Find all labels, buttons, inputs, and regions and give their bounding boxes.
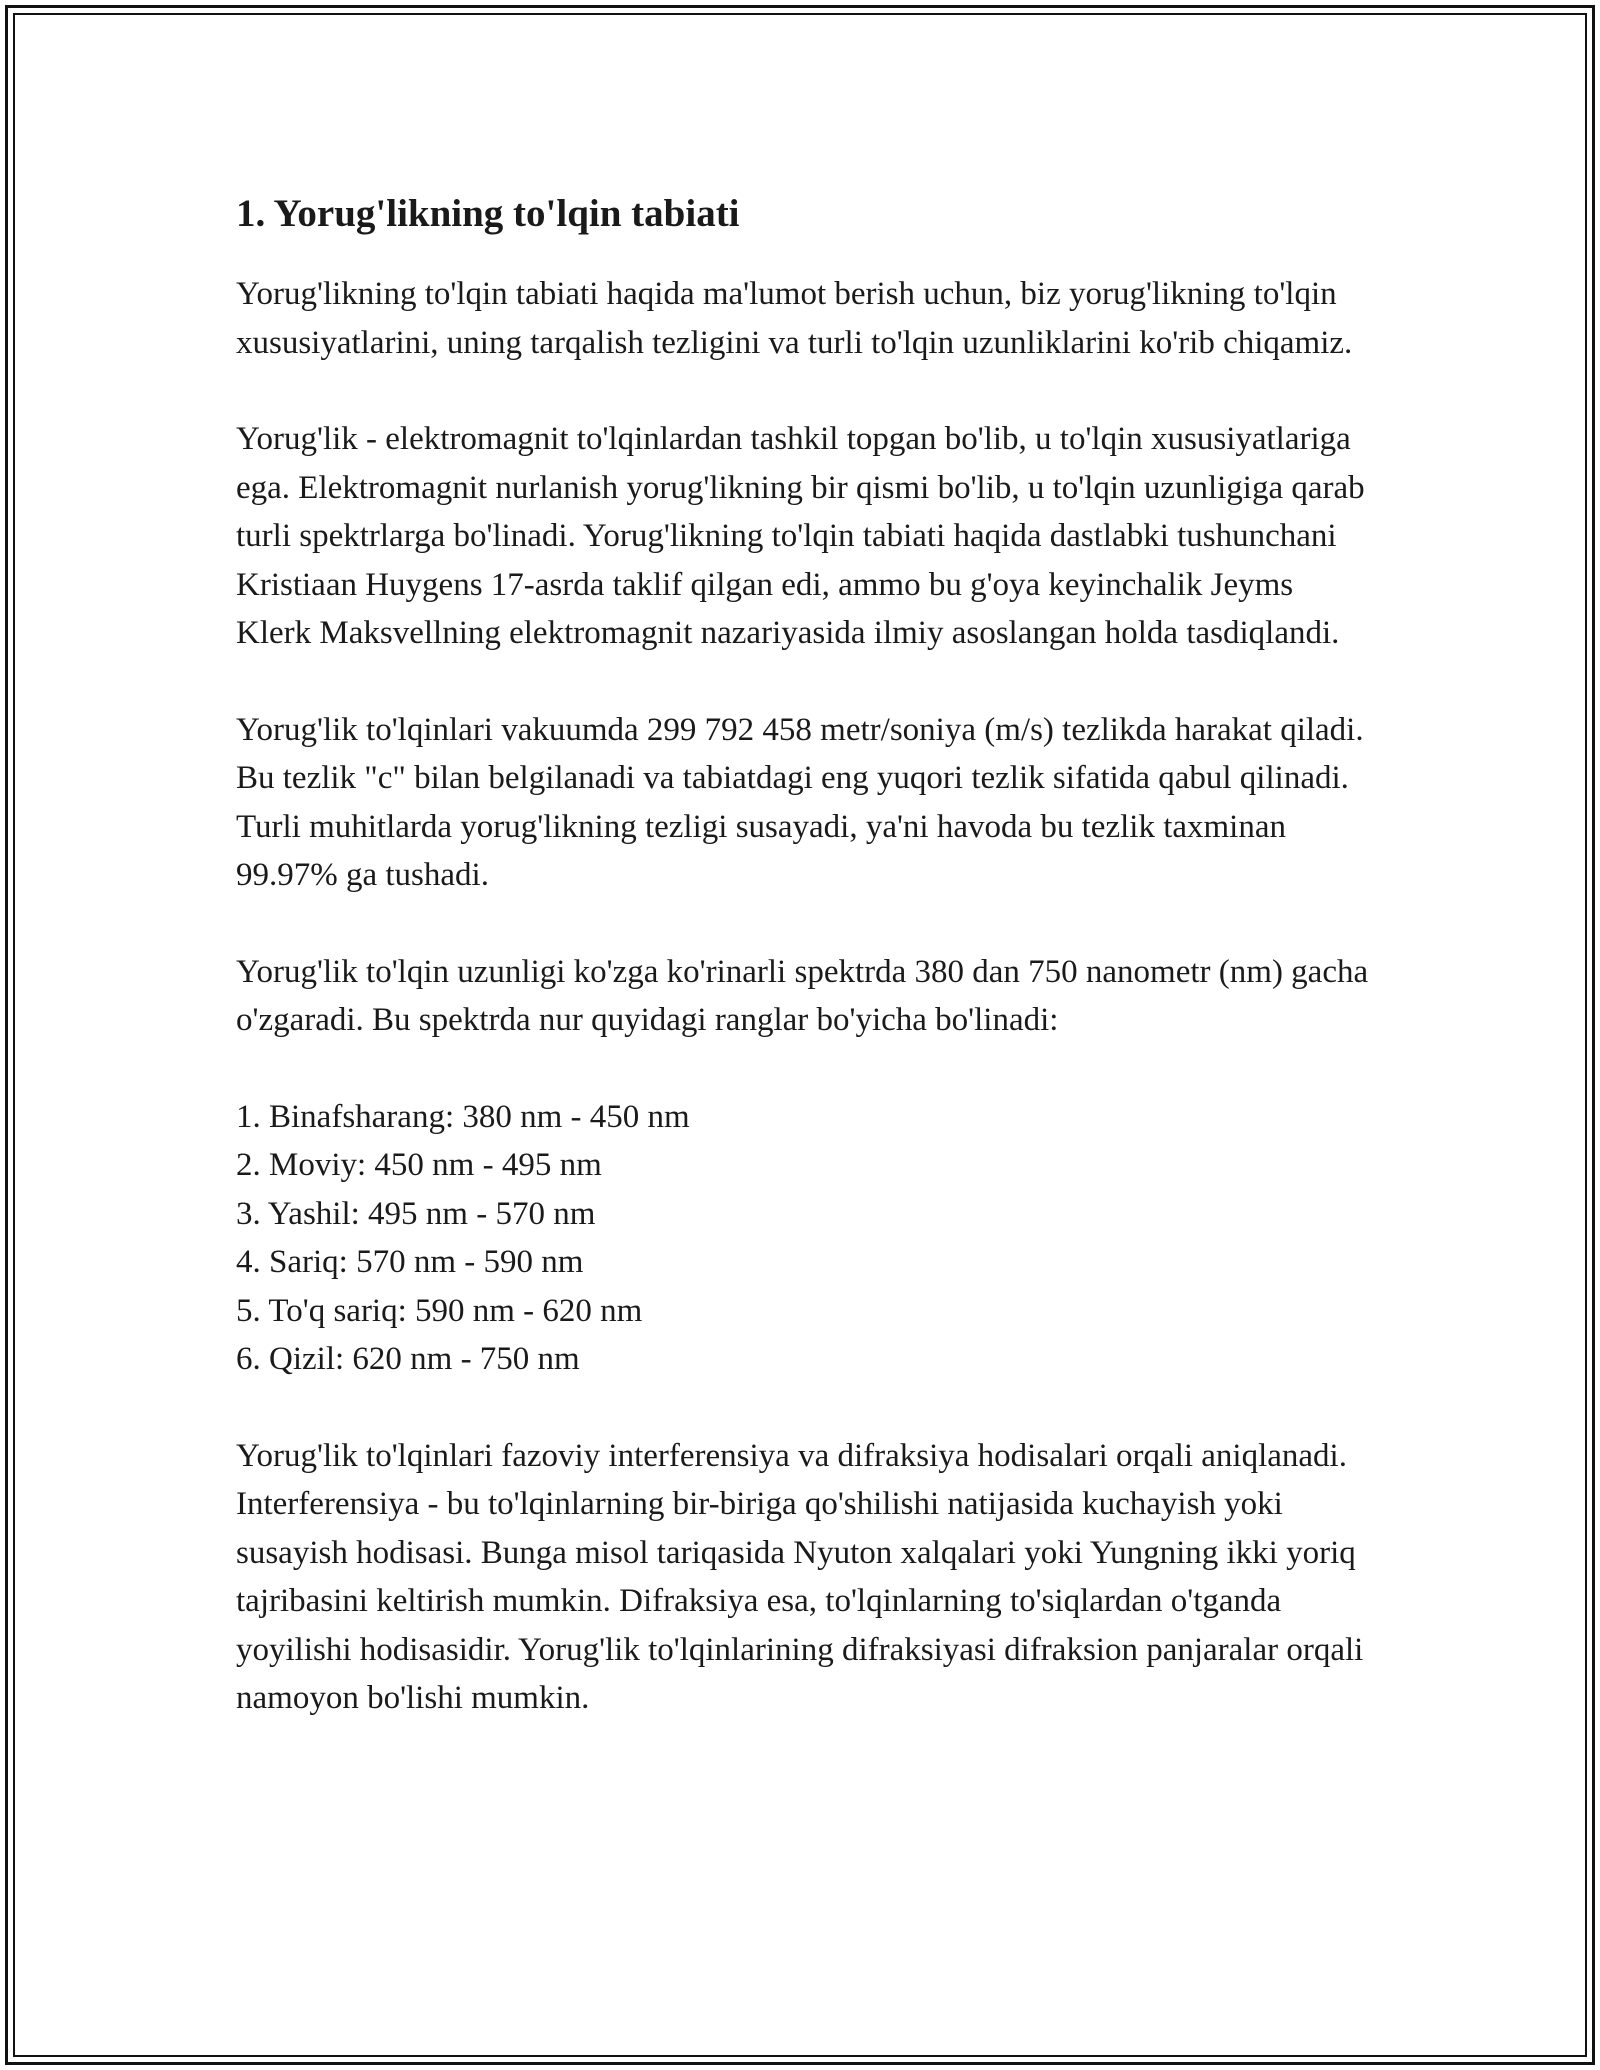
- list-item: 3. Yashil: 495 nm - 570 nm: [236, 1195, 596, 1232]
- paragraph-speed: Yorug'lik to'lqinlari vakuumda 299 792 458 metr/soniya (m/s) tezlikda harakat qiladi. Bu tezlik "c" bilan belgilanadi va tabiatdagi eng yuqori tezlik sifatida qabul qilinadi. Turli muhitlarda yorug'likning tezligi susayadi, ya'ni havoda bu tezlik taxminan 99.97% ga tushadi.: [236, 711, 1364, 893]
- spectrum-list: [236, 1093, 1376, 1384]
- document-body: [236, 188, 1376, 1771]
- paragraph-interference: Yorug'lik to'lqinlari fazoviy interferensiya va difraksiya hodisalari orqali aniqlanadi. Interferensiya - bu to'lqinlarning bir-biriga qo'shilishi natijasida kuchayish yoki susayish hodisasi. Bunga misol tariqasida Nyuton xalqalari yoki Yungning ikki yoriq tajribasini keltirish mumkin. Difraksiya esa, to'lqinlarning to'siqlardan o'tganda yoyilishi hodisasidir. Yorug'lik to'lqinlarining difraksiyasi difraksion panjaralar orqali namoyon bo'lishi mumkin.: [236, 1437, 1364, 1716]
- paragraph-wavelength: Yorug'lik to'lqin uzunligi ko'zga ko'rinarli spektrda 380 dan 750 nanometr (nm) gacha o'zgaradi. Bu spektrda nur quyidagi ranglar bo'yicha bo'linadi:: [236, 953, 1369, 1038]
- list-item: 1. Binafsharang: 380 nm - 450 nm: [236, 1098, 690, 1135]
- section-heading: 1. Yorug'likning to'lqin tabiati: [236, 192, 740, 235]
- paragraph-electromagnetic: Yorug'lik - elektromagnit to'lqinlardan tashkil topgan bo'lib, u to'lqin xususiyatlariga ega. Elektromagnit nurlanish yorug'likning bir qismi bo'lib, u to'lqin uzunligiga qarab turli spektrlarga bo'linadi. Yorug'likning to'lqin tabiati haqida dastlabki tushunchani Kristiaan Huygens 17-asrda taklif qilgan edi, ammo bu g'oya keyinchalik Jeyms Klerk Maksvellning elektromagnit nazariyasida ilmiy asoslangan holda tasdiqlandi.: [236, 421, 1365, 651]
- list-item: 5. To'q sariq: 590 nm - 620 nm: [236, 1292, 643, 1329]
- list-item: 2. Moviy: 450 nm - 495 nm: [236, 1147, 602, 1183]
- list-item: 4. Sariq: 570 nm - 590 nm: [236, 1244, 584, 1280]
- list-item: 6. Qizil: 620 nm - 750 nm: [236, 1341, 580, 1377]
- paragraph-intro: Yorug'likning to'lqin tabiati haqida ma'lumot berish uchun, biz yorug'likning to'lqin xususiyatlarini, uning tarqalish tezligini va turli to'lqin uzunliklarini ko'rib chiqamiz.: [236, 276, 1353, 361]
